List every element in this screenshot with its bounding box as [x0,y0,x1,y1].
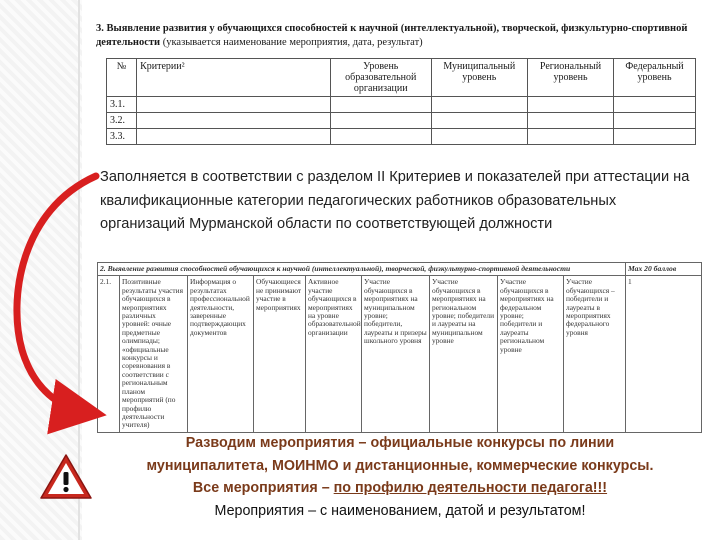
note-line-3-prefix: Все мероприятия – [192,480,334,496]
criteria-title: 2. Выявление развития способностей обучающихся к научной (интеллектуальной), творческой, физкультурно-спортивной деятельности [98,263,626,276]
col-number: № [107,59,137,97]
criteria-cell: Участие обучающихся в мероприятиях на федеральном уровне; победители и лауреаты региональном уровне [498,276,564,432]
bottom-note [100,432,700,522]
criteria-cell: Участие обучающихся в мероприятиях на муниципальном уровне; победители, лауреаты и призеры школьного уровня [362,276,430,432]
row-label: 3.1. [107,97,137,113]
criteria-cell: Активное участие обучающихся в мероприятиях на уровне образовательной организации [306,276,362,432]
max-score-label: Мах 20 баллов [626,263,702,276]
note-line-4: Мероприятия – с наименованием, датой и результатом! [214,502,586,519]
note-line-2: муниципалитета, МОИНМО и дистанционные, коммерческие конкурсы. [146,457,654,474]
criteria-cell: Участие обучающихся в мероприятиях на региональном уровне; победители и лауреаты на муниципальном уровне [430,276,498,432]
col-criteria: Критерии² [137,59,331,97]
note-line-1: Разводим мероприятия – официальные конкурсы по линии [185,435,615,451]
criteria-cell: Информация о результатах профессиональной деятельности, заверенные подтверждающих документов [188,276,254,432]
score-cell: 1 [626,276,702,432]
col-federal: Федеральный уровень [614,59,696,97]
criteria-cell: Обучающиеся не принимают участие в мероприятиях [254,276,306,432]
criteria-cell: Позитивные результаты участия обучающихся в мероприятиях различных уровней: очные предметные олимпиады; «официальные конкурсы и соревнования в соответствии с региональным планом мероприятий (по профилю деятельности учителя) [120,276,188,432]
col-regional: Региональный уровень [527,59,613,97]
criteria-cell: Участие обучающихся – победители и лауреаты в мероприятиях федерального уровня [564,276,626,432]
col-municipal: Муниципальный уровень [431,59,527,97]
section-3-heading-note: (указывается наименование мероприятия, дата, результат) [162,37,423,48]
row-label: 3.3. [107,129,137,145]
note-line-3 [100,477,700,500]
explanation-paragraph: Заполняется в соответствии с разделом II Критериев и показателей при аттестации на квалификационные категории педагогических работников образовательных организаций Мурманской области по соответствующей должности [100,169,690,232]
row-label: 3.2. [107,113,137,129]
section-3-heading-bold: 3. Выявление развития у обучающихся способностей к научной (интеллектуальной), творческой, физкультурно-спортивной деятельности [96,23,688,48]
row-number: 2.1. [98,276,120,432]
col-org-level: Уровень образовательной организации [330,59,431,97]
warning-icon [38,452,94,502]
note-line-3-underlined: по профилю деятельности педагога!!! [333,480,608,496]
